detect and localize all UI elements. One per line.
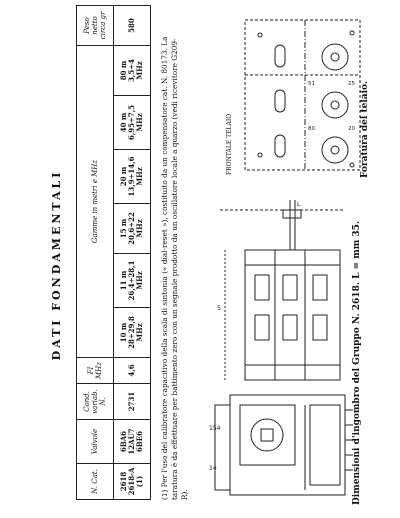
- dim-label: 80: [308, 126, 315, 132]
- dimension-drawing: [205, 190, 355, 508]
- cell-peso: 580: [114, 6, 151, 46]
- cell-cond: 2731: [114, 384, 151, 420]
- cat-note-ref: (1): [135, 475, 145, 488]
- dim-label: L: [297, 201, 301, 208]
- spec-block: [50, 11, 205, 500]
- cell-valvole: [114, 420, 151, 464]
- drilling-drawing: [240, 15, 370, 180]
- cell-band: 11 m 26,4÷28,1 MHz: [114, 254, 151, 308]
- page-title: DATI FONDAMENTALI: [50, 169, 63, 361]
- table-header-row: [77, 6, 114, 500]
- header-cond: Cond. variab. N.: [77, 384, 114, 420]
- drilling-caption: Foratura del telaio.: [360, 81, 370, 178]
- cell-n-cat: [114, 464, 151, 500]
- dim-label: 14: [209, 465, 217, 472]
- dimensions-caption: Dimensioni d'ingombro del Gruppo N. 2618. L = mm 35.: [352, 220, 362, 505]
- cell-band: 40 m 6,95÷7,5 MHz: [114, 96, 151, 150]
- header-valvole: Valvole: [77, 420, 114, 464]
- header-n-cat: N. Cat.: [77, 464, 114, 500]
- cell-band: 10 m 28÷29,8 MHz: [114, 308, 151, 358]
- dim-label: 154: [209, 425, 221, 432]
- header-peso: Peso netto circa gr: [77, 6, 114, 46]
- cell-fi: 4,6: [114, 358, 151, 384]
- dim-label: 20: [348, 126, 355, 132]
- dim-label: 51: [308, 81, 315, 87]
- dim-label: 25: [348, 81, 355, 87]
- dim-label: 5: [217, 305, 221, 312]
- valve-type: 12AU7: [126, 428, 136, 455]
- header-gamme: Gamme in metri e MHz: [77, 46, 114, 358]
- valve-type: 6BE6: [135, 431, 145, 452]
- cat-number: 2618: [118, 471, 128, 492]
- cell-band: 20 m 13,9÷14,6 MHz: [114, 150, 151, 204]
- footnote: (1) Per l'uso del calibratore capacitivo della scala di sintonia (« dial-reset »), costituito da un compensatore cat. N. 80173. La taratura è da effettuare per battimento zero con un segnale prodotto da un oscillatore locale a quarzo (vedi ricevitore G209-R).: [160, 36, 189, 500]
- spec-table: [76, 5, 151, 500]
- cell-band: 15 m 20,6÷22 MHz: [114, 204, 151, 254]
- front-chassis-label: FRONTALE TELAIO: [226, 113, 233, 175]
- cat-number: 2618-A: [126, 467, 136, 496]
- header-fi: FI MHz: [77, 358, 114, 384]
- table-row: [114, 6, 151, 500]
- valve-type: 6BA6: [118, 430, 128, 453]
- cell-band: 80 m 3,5÷4 MHz: [114, 46, 151, 96]
